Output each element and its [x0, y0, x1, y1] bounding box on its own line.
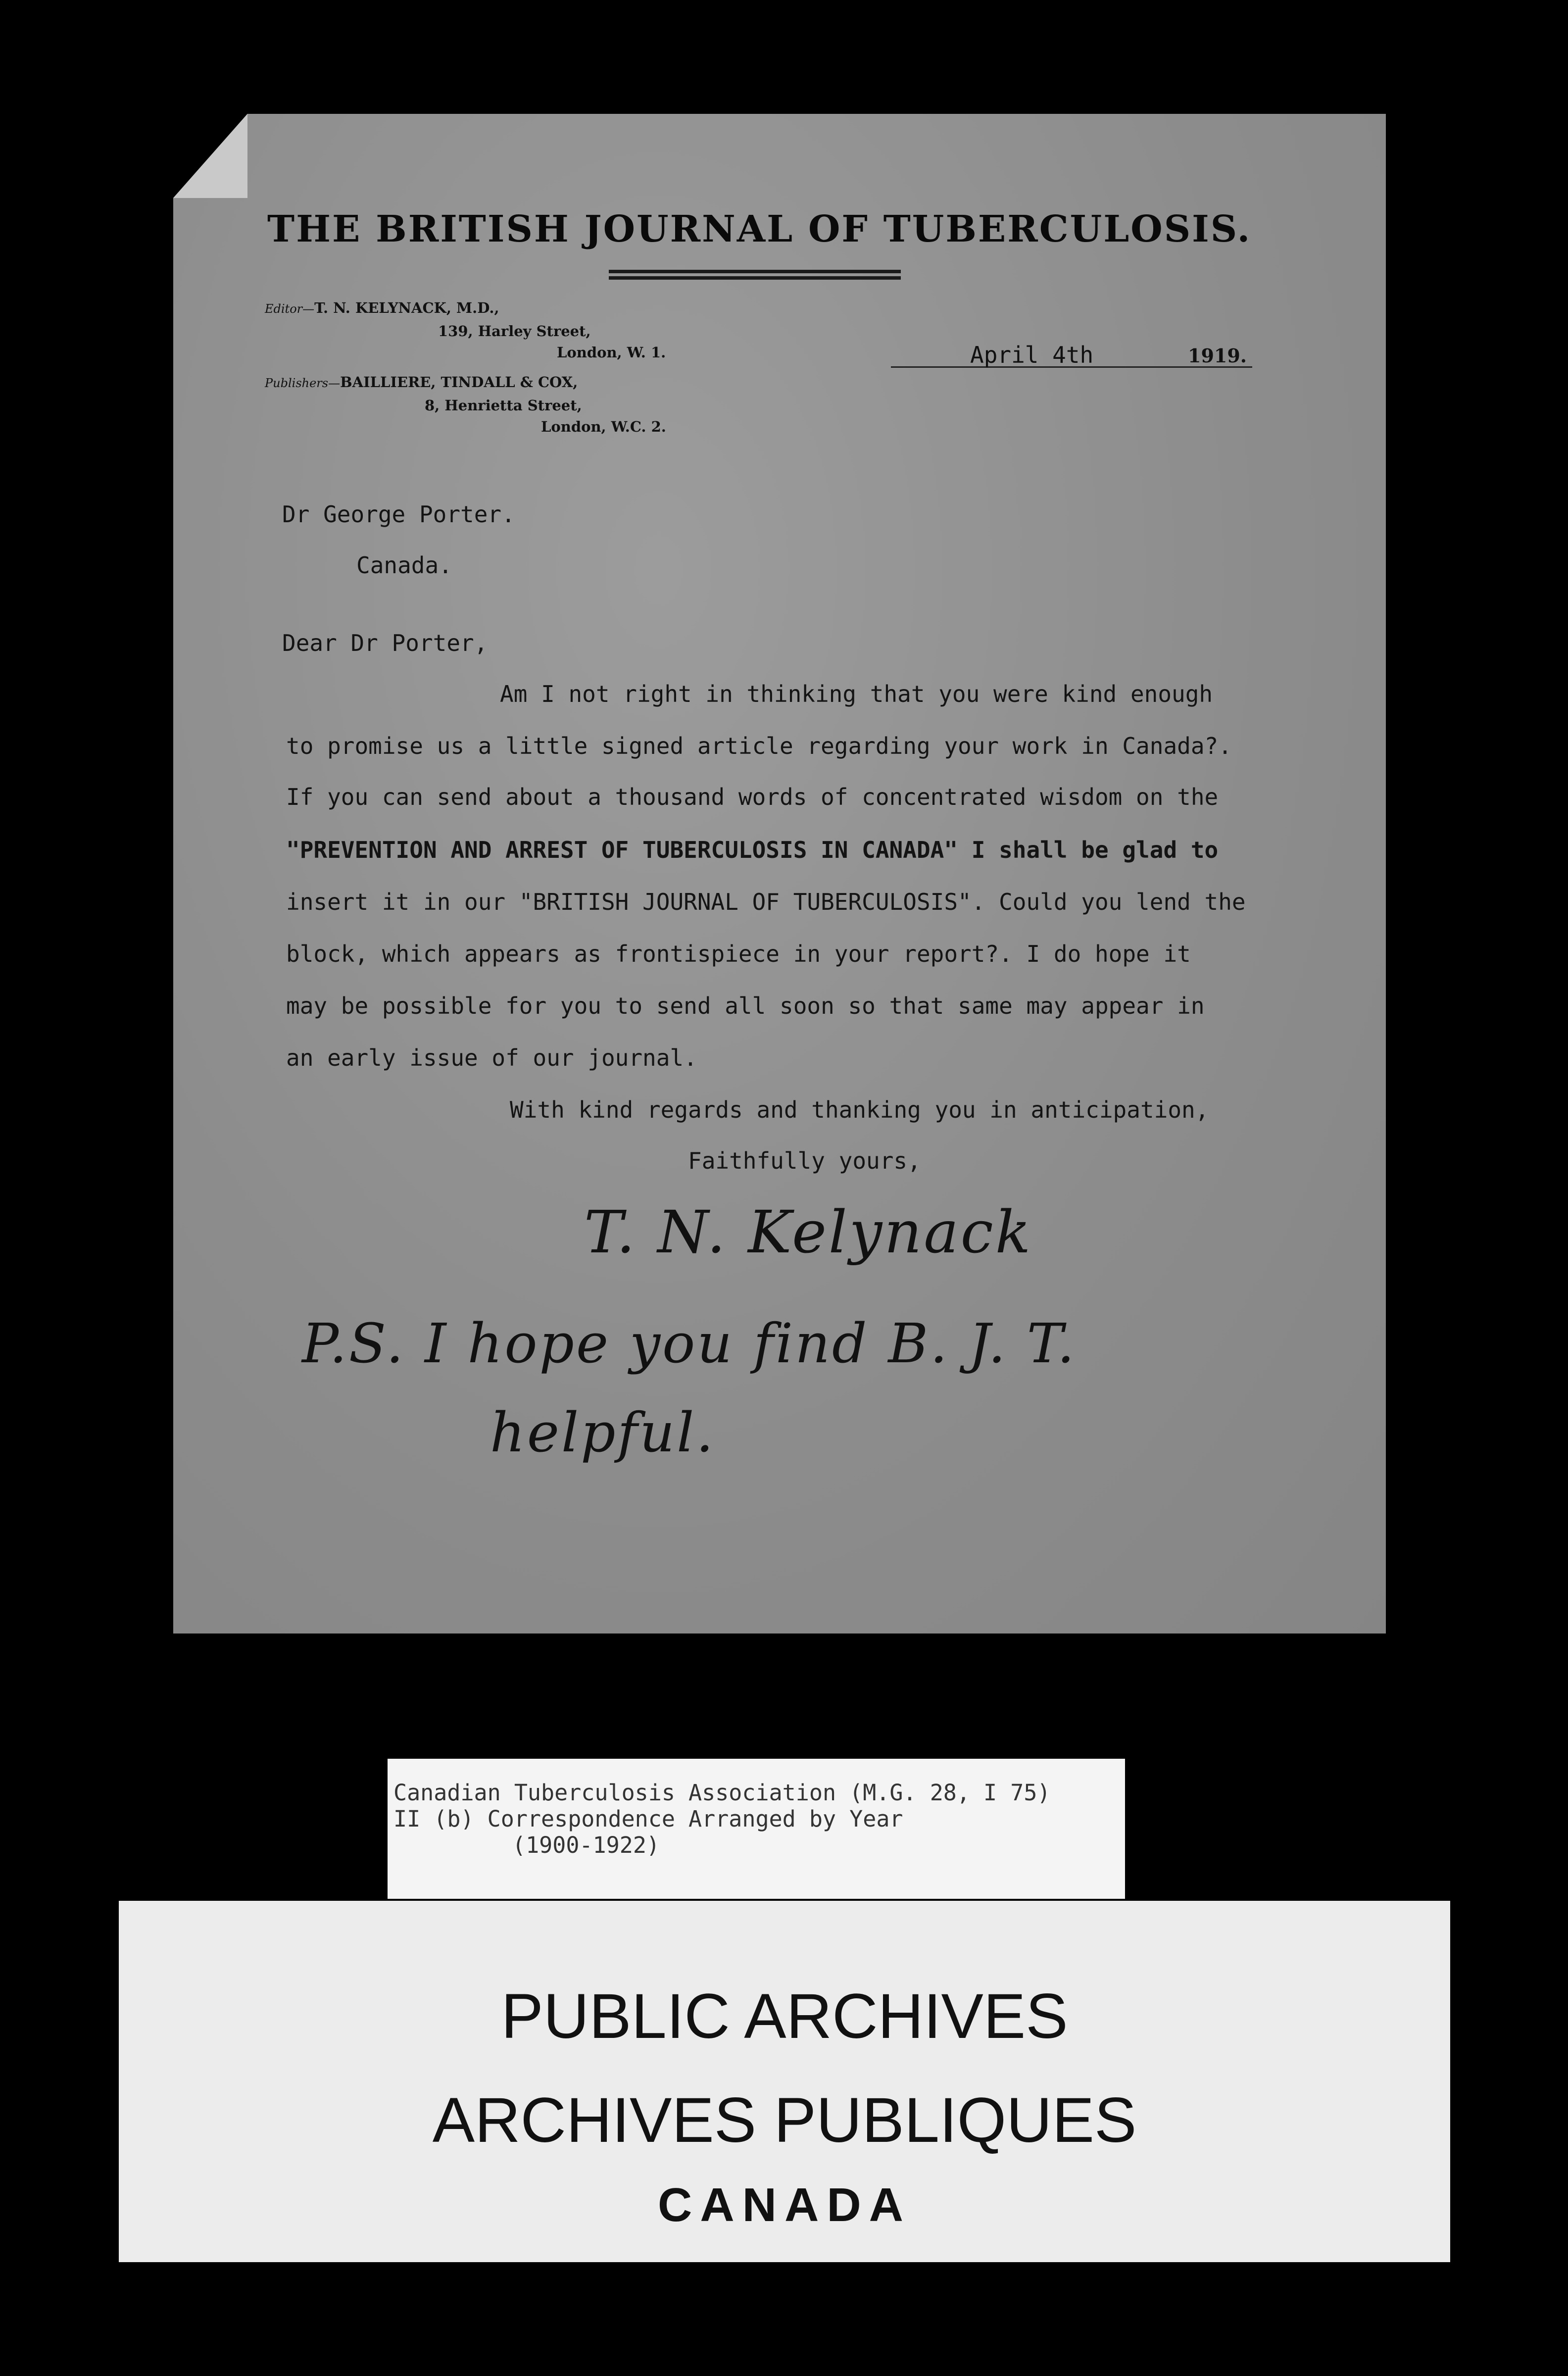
- archive-label-card: [388, 1759, 1125, 1899]
- title-rule-top: [609, 270, 901, 273]
- editor-address-1: 139, Harley Street,: [438, 323, 591, 340]
- journal-title: THE BRITISH JOURNAL OF TUBERCULOSIS.: [267, 208, 1252, 250]
- body-line-2: to promise us a little signed article regarding your work in Canada?.: [286, 733, 1232, 759]
- archive-band-line-1: PUBLIC ARCHIVES: [501, 1981, 1068, 2052]
- body-line-3: If you can send about a thousand words of concentrated wisdom on the: [286, 784, 1219, 810]
- valediction: Faithfully yours,: [688, 1147, 921, 1174]
- archive-band-line-2: ARCHIVES PUBLIQUES: [432, 2085, 1137, 2156]
- archive-label-line-3: (1900-1922): [512, 1832, 660, 1858]
- letter-date: April 4th: [970, 342, 1094, 368]
- recipient-name: Dr George Porter.: [282, 501, 515, 528]
- publishers-address-1: 8, Henrietta Street,: [425, 397, 582, 414]
- letter-page: [173, 114, 1386, 1634]
- body-line-1: Am I not right in thinking that you were kind enough: [500, 681, 1213, 707]
- editor-label: Editor—: [265, 302, 315, 316]
- editor-address-2: London, W. 1.: [557, 344, 666, 361]
- postscript-line-1: P.S. I hope you find B. J. T.: [302, 1312, 1077, 1375]
- publishers-address-2: London, W.C. 2.: [541, 418, 666, 435]
- archive-label-line-1: Canadian Tuberculosis Association (M.G. 28, I 75): [393, 1780, 1051, 1806]
- title-rule-bottom: [609, 276, 901, 280]
- postscript-line-2: helpful.: [490, 1401, 716, 1464]
- body-line-8: an early issue of our journal.: [286, 1044, 697, 1071]
- editor-line: [265, 299, 499, 316]
- salutation: Dear Dr Porter,: [282, 630, 488, 656]
- archive-label-line-2: II (b) Correspondence Arranged by Year: [393, 1806, 903, 1832]
- archive-band-line-3: CANADA: [658, 2178, 911, 2231]
- body-line-6: block, which appears as frontispiece in your report?. I do hope it: [286, 940, 1191, 967]
- publishers-name: BAILLIERE, TINDALL & COX,: [340, 374, 578, 391]
- body-line-4: "PREVENTION AND ARREST OF TUBERCULOSIS IN CANADA" I shall be glad to: [286, 837, 1219, 863]
- recipient-location: Canada.: [356, 552, 452, 579]
- folded-corner: [173, 114, 247, 198]
- publishers-label: Publishers—: [265, 376, 341, 390]
- editor-name: T. N. KELYNACK, M.D.,: [314, 299, 499, 316]
- signature: T. N. Kelynack: [584, 1198, 1033, 1266]
- letter-year: 1919.: [1188, 345, 1247, 367]
- body-line-7: may be possible for you to send all soon so that same may appear in: [286, 992, 1205, 1019]
- archive-band: [119, 1901, 1450, 2262]
- body-line-5: insert it in our "BRITISH JOURNAL OF TUBERCULOSIS". Could you lend the: [286, 889, 1246, 915]
- closing-line: With kind regards and thanking you in anticipation,: [510, 1096, 1209, 1123]
- publishers-line: [265, 374, 578, 391]
